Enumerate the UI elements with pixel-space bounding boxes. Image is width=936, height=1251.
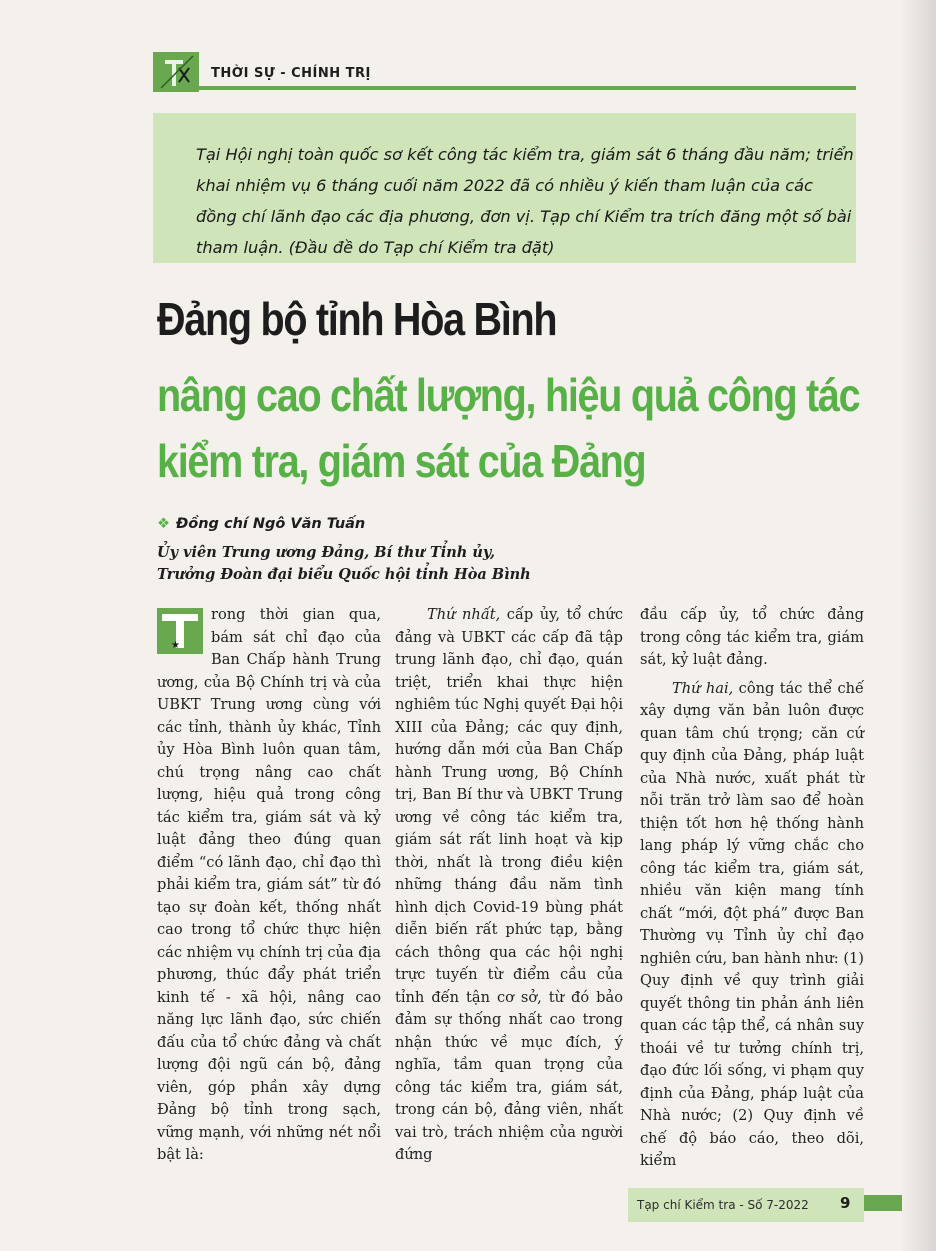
point-one-text: cấp ủy, tổ chức đảng và UBKT các cấp đã tập trung lãnh đạo, chỉ đạo, quán triệt, triển khai thực hiện nghiêm túc Nghị quyết Đại hội XIII của Đảng; các quy định, hướng dẫn mới của Ban Chấp hành Trung ương, Bộ Chính trị, Ban Bí thư và UBKT Trung ương về công tác kiểm tra, giám sát rất linh hoạt và kịp thời, nhất là trong điều kiện những tháng đầu năm tình hình dịch Covid-19 bùng phát diễn biến rất phức tạp, bằng cách thông qua các hội nghị trực tuyến từ điểm cầu của tỉnh đến tận cơ sở, từ đó bảo đảm sự thống nhất cao trong nhận thức về mục đích, ý nghĩa, tầm quan trọng của công tác kiểm tra, giám sát, trong cán bộ, đảng viên, nhất vai trò, trách nhiệm của người đứng xyxy=(395,606,624,1163)
body-paragraph-1: rong thời gian qua, bám sát chỉ đạo của Ban Chấp hành Trung ương, của Bộ Chính trị và của UBKT Trung ương cùng với các tỉnh, thành ủy khác, Tỉnh ủy Hòa Bình luôn quan tâm, chú trọng nâng cao chất lượng, hiệu quả trong công tác kiểm tra, giám sát và kỷ luật đảng theo đúng quan điểm “có lãnh đạo, chỉ đạo thì phải kiểm tra, giám sát” từ đó tạo sự đoàn kết, thống nhất cao trong tổ chức thực hiện các nhiệm vụ chính trị của địa phương, thúc đẩy phát triển kinh tế - xã hội, nâng cao năng lực lãnh đạo, sức chiến đấu của tổ chức đảng và chất lượng đội ngũ cán bộ, đảng viên, góp phần xây dựng Đảng bộ tỉnh trong sạch, vững mạnh, với những nét nổi bật là: xyxy=(157,606,381,1163)
author-role xyxy=(157,542,531,586)
author-role-line2: Trưởng Đoàn đại biểu Quốc hội tỉnh Hòa Bình xyxy=(157,566,531,583)
body-paragraph-3a: đầu cấp ủy, tổ chức đảng trong công tác kiểm tra, giám sát, kỷ luật đảng. xyxy=(640,606,864,668)
footer-accent xyxy=(864,1195,902,1211)
article-title-line3: kiểm tra, giám sát của Đảng xyxy=(157,435,646,487)
body-column-1 xyxy=(157,604,381,1167)
diamond-bullet-icon: ❖ xyxy=(157,516,170,532)
magazine-logo-icon xyxy=(153,52,199,92)
point-two-text: công tác thể chế xây dựng văn bản luôn được quan tâm chú trọng; căn cứ quy định của Đảng, pháp luật của Nhà nước, xuất phát từ nỗi trăn trở làm sao để hoàn thiện tốt hơn hệ thống hành lang pháp lý vững chắc cho công tác kiểm tra, giám sát, nhiều văn kiện mang tính chất “mới, đột phá” được Ban Thường vụ Tỉnh ủy chỉ đạo nghiên cứu, ban hành như: (1) Quy định về quy trình giải quyết thông tin phản ánh liên quan các tập thể, cá nhân suy thoái về tư tưởng chính trị, đạo đức lối sống, vi phạm quy định của Đảng, pháp luật của Nhà nước; (2) Quy định về chế độ báo cáo, theo dõi, kiểm xyxy=(640,679,865,1169)
author-role-line1: Ủy viên Trung ương Đảng, Bí thư Tỉnh ủy, xyxy=(157,544,496,561)
author-byline xyxy=(157,516,365,532)
author-name: Đồng chí Ngô Văn Tuấn xyxy=(176,516,366,532)
article-title-line2: nâng cao chất lượng, hiệu quả công tác xyxy=(157,369,860,421)
body-paragraph-2 xyxy=(395,604,623,1167)
lead-box xyxy=(153,113,856,263)
footer-journal: Tạp chí Kiểm tra - Số 7-2022 xyxy=(637,1198,809,1212)
body-paragraph-3b xyxy=(640,678,864,1173)
lead-paragraph: Tại Hội nghị toàn quốc sơ kết công tác kiểm tra, giám sát 6 tháng đầu năm; triển khai nhiệm vụ 6 tháng cuối năm 2022 đã có nhiều ý kiến tham luận của các đồng chí lãnh đạo các địa phương, đơn vị. Tạp chí Kiểm tra trích đăng một số bài tham luận. (Đầu đề do Tạp chí Kiểm tra đặt) xyxy=(196,145,854,257)
article-title-subtitle xyxy=(157,362,859,494)
svg-text:★: ★ xyxy=(171,640,180,651)
body-column-2 xyxy=(395,604,623,1167)
dropcap xyxy=(157,608,203,654)
page-edge-shadow xyxy=(900,0,936,1251)
point-two-label: Thứ hai, xyxy=(672,679,734,697)
dropcap-t-icon xyxy=(157,608,203,654)
section-label: THỜI SỰ - CHÍNH TRỊ xyxy=(211,66,371,81)
body-column-3 xyxy=(640,604,864,1173)
page-number: 9 xyxy=(840,1194,851,1212)
section-header xyxy=(153,52,856,92)
point-one-label: Thứ nhất, xyxy=(427,606,501,623)
section-underline xyxy=(199,86,856,90)
article-title-line1: Đảng bộ tỉnh Hòa Bình xyxy=(157,293,557,345)
